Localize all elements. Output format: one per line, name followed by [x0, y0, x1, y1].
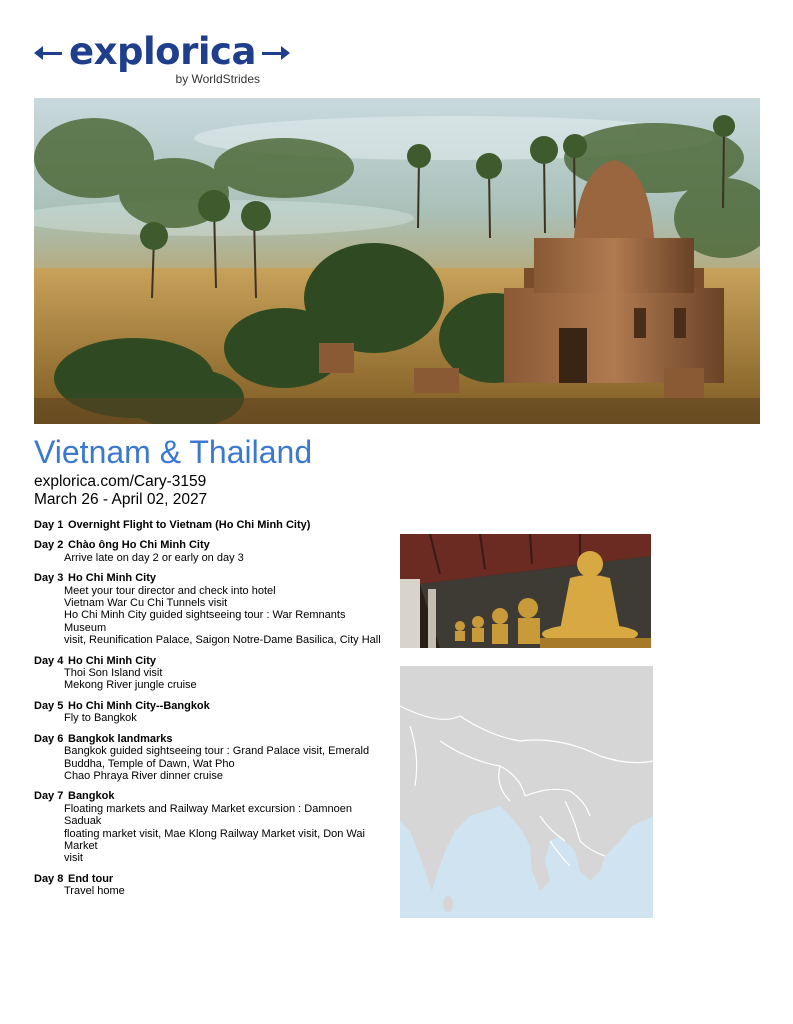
- itinerary-day: [34, 790, 390, 864]
- day-number: Day 4: [34, 654, 64, 667]
- day-number: Day 8: [34, 872, 64, 885]
- day-title: Ho Chi Minh City--Bangkok: [68, 699, 210, 712]
- itinerary-day: [34, 572, 390, 646]
- itinerary-day: [34, 733, 390, 783]
- day-number: Day 7: [34, 790, 64, 803]
- logo-mark: [34, 30, 290, 73]
- trip-dates: March 26 - April 02, 2027: [34, 491, 208, 508]
- itinerary: [34, 519, 390, 906]
- day-activity: Bangkok guided sightseeing tour : Grand Palace visit, Emerald: [64, 745, 370, 758]
- day-activity: Chao Phraya River dinner cruise: [64, 769, 223, 782]
- day-activity: Floating markets and Railway Market excursion : Damnoen Saduak: [64, 802, 352, 828]
- day-number: Day 6: [34, 732, 64, 745]
- itinerary-day: [34, 873, 390, 898]
- itinerary-day: [34, 519, 390, 531]
- day-activity: Buddha, Temple of Dawn, Wat Pho: [64, 757, 235, 770]
- logo-subtitle: by WorldStrides: [175, 72, 260, 86]
- day-activity: visit, Reunification Palace, Saigon Notre-Dame Basilica, City Hall: [64, 634, 381, 647]
- day-number: Day 1: [34, 519, 64, 531]
- day-title: Ho Chi Minh City: [68, 572, 156, 585]
- explorica-logo: [34, 30, 290, 88]
- day-activity: Thoi Son Island visit: [64, 667, 163, 680]
- arrow-left-line: [42, 52, 62, 55]
- day-activity: Travel home: [64, 885, 125, 898]
- day-activity: Meet your tour director and check into hotel: [64, 584, 276, 597]
- trip-url: explorica.com/Cary-3159: [34, 473, 207, 490]
- region-map: [400, 666, 653, 918]
- day-activity: floating market visit, Mae Klong Railway Market visit, Don Wai Market: [64, 827, 365, 852]
- itinerary-day: [34, 700, 390, 725]
- itinerary-day: [34, 539, 390, 564]
- day-activity: Mekong River jungle cruise: [64, 679, 197, 692]
- day-title: Overnight Flight to Vietnam (Ho Chi Minh City): [68, 519, 311, 531]
- itinerary-day: [34, 655, 390, 692]
- logo-wordmark: explorica: [69, 30, 256, 73]
- day-activity: Vietnam War Cu Chi Tunnels visit: [64, 597, 228, 610]
- buddha-photo: [400, 534, 651, 648]
- day-title: Bangkok landmarks: [68, 732, 173, 745]
- day-title: Chào ông Ho Chi Minh City: [68, 539, 210, 552]
- day-title: End tour: [68, 872, 114, 885]
- day-title: Bangkok: [68, 790, 115, 803]
- day-activity: Ho Chi Minh City guided sightseeing tour : War Remnants Museum: [64, 609, 346, 634]
- day-activity: Fly to Bangkok: [64, 712, 137, 725]
- trip-title: Vietnam & Thailand: [34, 434, 313, 470]
- day-activity: Arrive late on day 2 or early on day 3: [64, 551, 244, 564]
- day-title: Ho Chi Minh City: [68, 654, 156, 667]
- day-number: Day 2: [34, 539, 64, 552]
- arrow-right-line: [262, 52, 282, 55]
- day-number: Day 5: [34, 699, 64, 712]
- day-activity: visit: [64, 852, 83, 865]
- hero-photo: [34, 98, 760, 424]
- day-number: Day 3: [34, 572, 64, 585]
- arrow-right-icon: [281, 46, 290, 60]
